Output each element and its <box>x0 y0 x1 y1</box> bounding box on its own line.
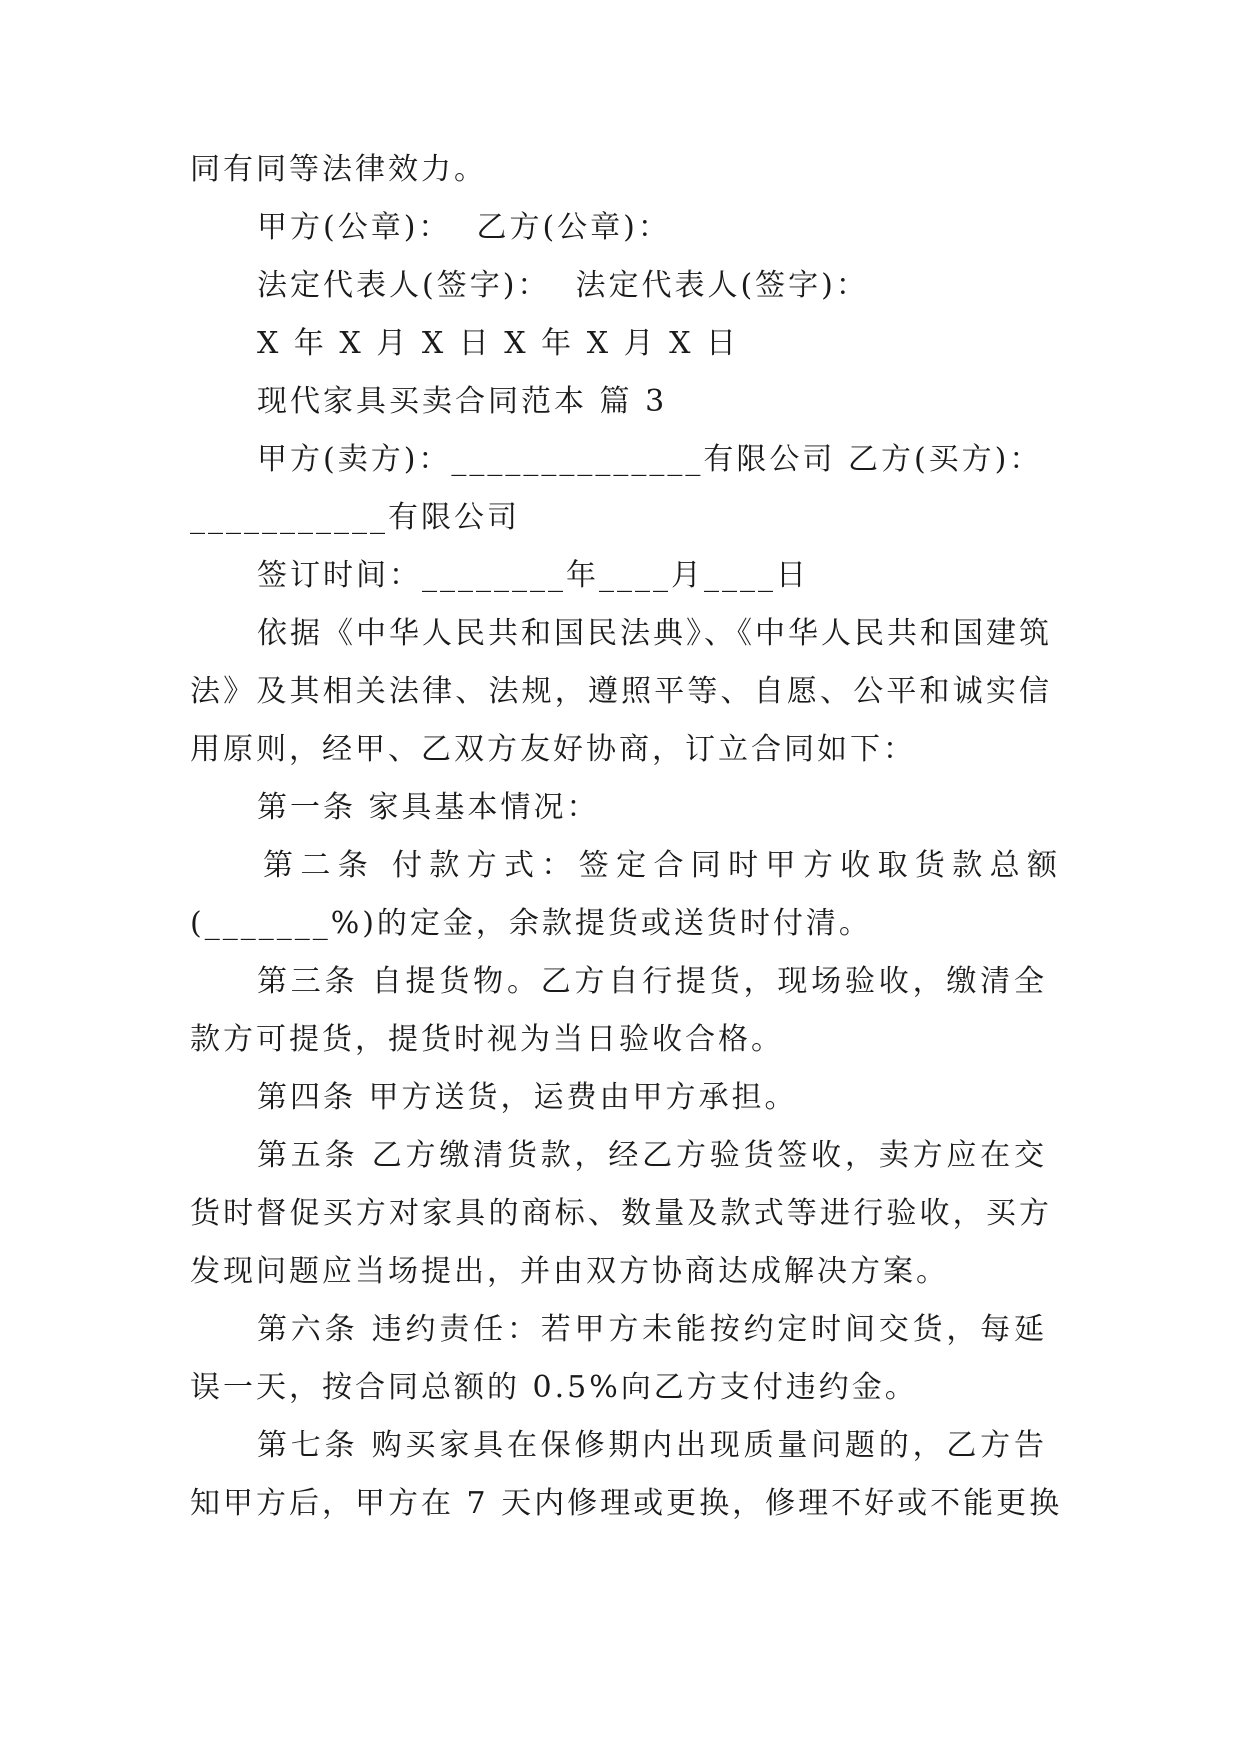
article-7: 第七条 购买家具在保修期内出现质量问题的，乙方告 <box>257 1428 1047 1463</box>
signing-time-line: 签订时间：________年____月____日 <box>257 558 809 593</box>
date-line: X 年 X 月 X 日 X 年 X 月 X 日 <box>257 326 740 361</box>
article-5: 第五条 乙方缴清货款，经乙方验货签收，卖方应在交 <box>257 1138 1047 1173</box>
legal-rep-line: 法定代表人(签字)： 法定代表人(签字)： <box>257 268 869 303</box>
article-6: 第六条 违约责任：若甲方未能按约定时间交货，每延 <box>257 1312 1047 1347</box>
article-4: 第四条 甲方送货，运费由甲方承担。 <box>257 1080 798 1115</box>
text-line: 发现问题应当场提出，并由双方协商达成解决方案。 <box>190 1254 949 1289</box>
text-line: 依据《中华人民共和国民法典》、《中华人民共和国建筑 <box>257 616 1052 651</box>
party-seal-line: 甲方(公章)： 乙方(公章)： <box>257 210 671 245</box>
text-line: 知甲方后，甲方在 7 天内修理或更换，修理不好或不能更换 <box>190 1486 1063 1521</box>
article-1: 第一条 家具基本情况： <box>257 790 600 825</box>
text-line: 法》及其相关法律、法规，遵照平等、自愿、公平和诚实信 <box>190 674 1052 709</box>
text-line: 误一天，按合同总额的 0.5%向乙方支付违约金。 <box>190 1370 918 1405</box>
text-line: 用原则，经甲、乙双方友好协商，订立合同如下： <box>190 732 916 767</box>
text-line: ___________有限公司 <box>190 500 520 535</box>
text-line: (_______%)的定金，余款提货或送货时付清。 <box>190 906 872 941</box>
article-2: 第二条 付款方式：签定合同时甲方收取货款总额 <box>263 848 1060 883</box>
text-line: 货时督促买方对家具的商标、数量及款式等进行验收，买方 <box>190 1196 1052 1231</box>
parties-line: 甲方(卖方)：______________有限公司 乙方(买方)： <box>257 442 1043 477</box>
article-3: 第三条 自提货物。乙方自行提货，现场验收，缴清全 <box>257 964 1047 999</box>
text-line: 同有同等法律效力。 <box>190 152 487 187</box>
section-title: 现代家具买卖合同范本 篇 3 <box>257 384 668 419</box>
text-line: 款方可提货，提货时视为当日验收合格。 <box>190 1022 784 1057</box>
